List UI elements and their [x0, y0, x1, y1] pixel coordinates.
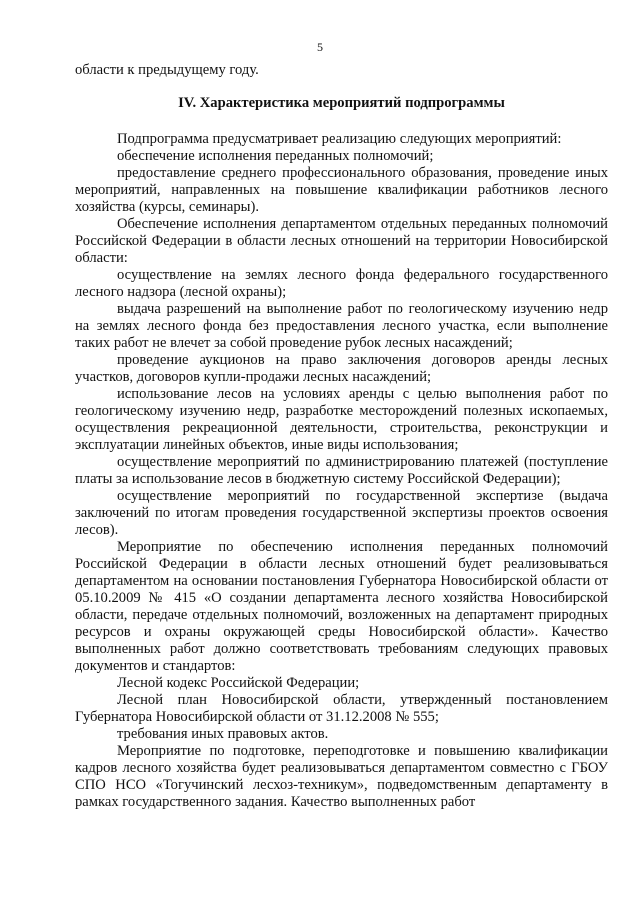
paragraph: проведение аукционов на право заключения договоров аренды лесных участков, договоров купли-продажи лесных насаждений; — [75, 352, 608, 385]
lead-text: области к предыдущему году. — [75, 62, 259, 78]
paragraph: Обеспечение исполнения департаментом отдельных переданных полномочий Российской Федерации в области лесных отношений на территории Новосибирской области: — [75, 216, 608, 266]
paragraph: Подпрограмма предусматривает реализацию следующих мероприятий: — [117, 131, 562, 147]
paragraph: Лесной кодекс Российской Федерации; — [117, 675, 360, 691]
document-body — [75, 62, 608, 811]
paragraph: Лесной план Новосибирской области, утвержденный постановлением Губернатора Новосибирской области от 31.12.2008 № 555; — [75, 692, 608, 725]
page-number: 5 — [317, 40, 323, 54]
paragraph: Мероприятие по подготовке, переподготовке и повышению квалификации кадров лесного хозяйства будет реализовываться департаментом совместно с ГБОУ СПО НСО «Тогучинский лесхоз-техникум», подведомственным департаменту в рамках государственного задания. Качество выполненных работ — [75, 743, 608, 810]
paragraph: требования иных правовых актов. — [117, 726, 329, 742]
paragraph: осуществление мероприятий по администрированию платежей (поступление платы за использование лесов в бюджетную систему Российской Федерации); — [75, 454, 608, 487]
paragraph: обеспечение исполнения переданных полномочий; — [117, 148, 434, 164]
paragraph: осуществление на землях лесного фонда федерального государственного лесного надзора (лесной охраны); — [75, 267, 608, 300]
paragraph: использование лесов на условиях аренды с целью выполнения работ по геологическому изучению недр, разработке месторождений полезных ископаемых, осуществления рекреационной деятельности, строительства, реконструкции и эксплуатации линейных объектов, иные виды использования; — [75, 386, 608, 453]
paragraph: выдача разрешений на выполнение работ по геологическому изучению недр на землях лесного фонда без предоставления лесного участка, если выполнение таких работ не влечет за собой проведение рубок лесных насаждений; — [75, 301, 608, 351]
paragraph: осуществление мероприятий по государственной экспертизе (выдача заключений по итогам проведения государственной экспертизы проектов освоения лесов). — [75, 488, 608, 538]
section-title: IV. Характеристика мероприятий подпрограммы — [178, 95, 505, 111]
paragraph: Мероприятие по обеспечению исполнения переданных полномочий Российской Федерации в области лесных отношений будет реализовываться департаментом на основании постановления Губернатора Новосибирской области от 05.10.2009 № 415 «О создании департамента лесного хозяйства Новосибирской области, передаче отдельных полномочий, возложенных на департамент природных ресурсов и охраны окружающей среды Новосибирской области». Качество выполненных работ должно соответствовать требованиям следующих правовых документов и стандартов: — [75, 539, 608, 674]
paragraph: предоставление среднего профессионального образования, проведение иных мероприятий, направленных на повышение квалификации работников лесного хозяйства (курсы, семинары). — [75, 165, 608, 215]
